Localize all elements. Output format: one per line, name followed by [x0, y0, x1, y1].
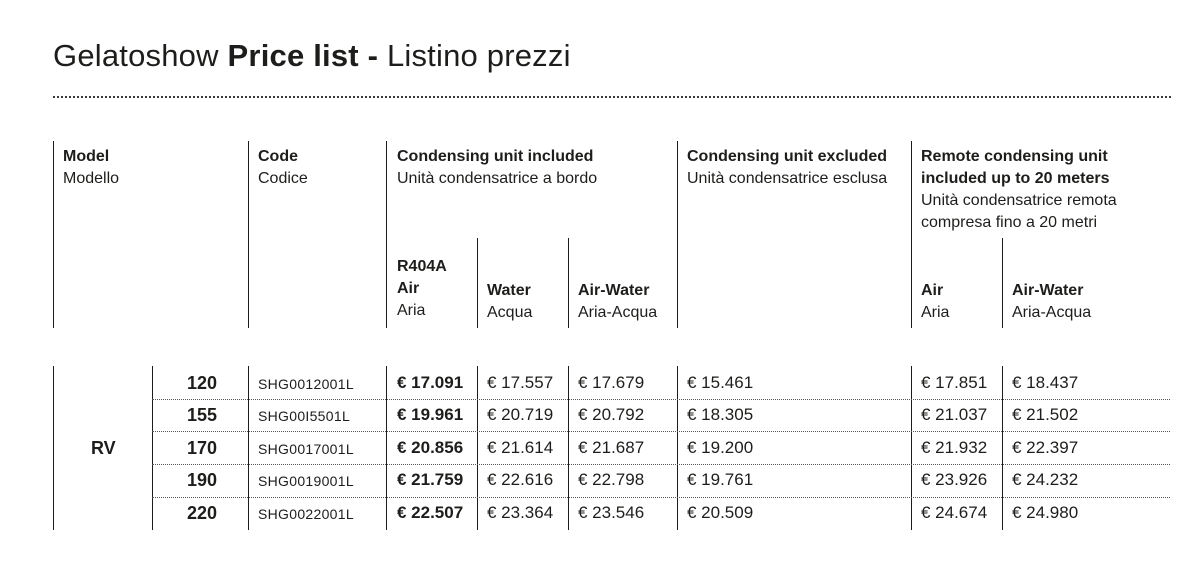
header-divider-excluded	[677, 141, 678, 328]
header-remote-it2: compresa fino a 20 metri	[921, 214, 1098, 231]
price-remote-air-water-cell: € 24.980	[1012, 503, 1079, 522]
subheader-r404a-air	[397, 256, 447, 322]
body-divider-code	[248, 366, 249, 530]
price-remote-air-cell: € 17.851	[921, 373, 988, 392]
price-water-cell: € 21.614	[487, 438, 554, 457]
header-divider-model	[53, 141, 54, 328]
code-cell: SHG0012001L	[258, 376, 354, 392]
price-air-cell: € 21.759	[397, 470, 464, 489]
price-remote-air-cell: € 21.932	[921, 438, 988, 457]
title-divider	[53, 96, 1171, 98]
price-excluded-cell: € 15.461	[687, 373, 754, 392]
header-model	[63, 146, 119, 190]
body-divider-remote	[911, 366, 912, 530]
header-divider-water	[477, 238, 478, 328]
subheader-water	[487, 280, 532, 324]
price-excluded-cell: € 19.761	[687, 470, 754, 489]
page-title	[53, 38, 571, 74]
subheader-remote-air-en: Air	[921, 282, 944, 299]
price-air-water-cell: € 17.679	[578, 373, 645, 392]
header-remote-en1: Remote condensing unit	[921, 148, 1108, 165]
price-remote-air-cell: € 23.926	[921, 470, 988, 489]
header-remote-it1: Unità condensatrice remota	[921, 192, 1117, 209]
header-divider-remote-airwater	[1002, 238, 1003, 328]
header-divider-airwater	[568, 238, 569, 328]
price-excluded-cell: € 20.509	[687, 503, 754, 522]
price-air-water-cell: € 20.792	[578, 405, 645, 424]
subheader-air-water-en: Air-Water	[578, 282, 650, 299]
header-cond-excluded	[687, 146, 887, 190]
size-cell: 190	[186, 470, 217, 490]
row-separator	[152, 464, 1170, 465]
subheader-remote-air-water-en: Air-Water	[1012, 282, 1084, 299]
model-label: RV	[91, 438, 116, 458]
price-air-water-cell: € 23.546	[578, 503, 645, 522]
header-divider-included	[386, 141, 387, 328]
price-water-cell: € 23.364	[487, 503, 554, 522]
price-water-cell: € 22.616	[487, 470, 554, 489]
size-cell: 120	[186, 373, 217, 393]
price-remote-air-water-cell: € 18.437	[1012, 373, 1079, 392]
price-remote-air-cell: € 21.037	[921, 405, 988, 424]
price-remote-air-water-cell: € 21.502	[1012, 405, 1079, 424]
subheader-remote-air	[921, 280, 949, 324]
size-cell: 155	[186, 405, 217, 425]
body-divider-left	[53, 366, 54, 530]
body-divider-airwater	[568, 366, 569, 530]
title-brand: Gelatoshow	[53, 38, 219, 73]
body-divider-excluded	[677, 366, 678, 530]
subheader-remote-air-it: Aria	[921, 304, 950, 321]
header-cond-excluded-it: Unità condensatrice esclusa	[687, 170, 888, 187]
body-divider-water	[477, 366, 478, 530]
row-separator	[152, 431, 1170, 432]
header-code	[258, 146, 308, 190]
body-divider-remote-airwater	[1002, 366, 1003, 530]
size-cell: 220	[186, 503, 217, 523]
header-model-en: Model	[63, 148, 110, 165]
price-water-cell: € 17.557	[487, 373, 554, 392]
price-remote-air-water-cell: € 22.397	[1012, 438, 1079, 457]
price-water-cell: € 20.719	[487, 405, 554, 424]
subheader-water-it: Acqua	[487, 304, 533, 321]
header-code-it: Codice	[258, 170, 308, 187]
code-cell: SHG0022001L	[258, 506, 354, 522]
subheader-water-en: Water	[487, 282, 531, 299]
price-air-cell: € 17.091	[397, 373, 464, 392]
header-code-en: Code	[258, 148, 298, 165]
price-remote-air-cell: € 24.674	[921, 503, 988, 522]
body-divider-included	[386, 366, 387, 530]
price-air-water-cell: € 22.798	[578, 470, 645, 489]
price-air-cell: € 20.856	[397, 438, 464, 457]
price-air-cell: € 22.507	[397, 503, 464, 522]
header-model-it: Modello	[63, 170, 120, 187]
subheader-remote-air-water	[1012, 280, 1091, 324]
subheader-air-it: Aria	[397, 302, 426, 319]
row-separator	[152, 399, 1170, 400]
header-divider-code	[248, 141, 249, 328]
code-cell: SHG0019001L	[258, 473, 354, 489]
price-remote-air-water-cell: € 24.232	[1012, 470, 1079, 489]
header-remote	[921, 146, 1117, 234]
header-cond-included	[397, 146, 597, 190]
title-bold: Price list -	[227, 38, 379, 73]
header-cond-included-it: Unità condensatrice a bordo	[397, 170, 598, 187]
subheader-remote-air-water-it: Aria-Acqua	[1012, 304, 1092, 321]
code-cell: SHG00I5501L	[258, 408, 351, 424]
header-cond-excluded-en: Condensing unit excluded	[687, 148, 888, 165]
title-subtitle: Listino prezzi	[386, 38, 571, 73]
code-cell: SHG0017001L	[258, 441, 354, 457]
header-remote-en2: included up to 20 meters	[921, 170, 1110, 187]
price-air-water-cell: € 21.687	[578, 438, 645, 457]
price-excluded-cell: € 19.200	[687, 438, 754, 457]
header-divider-remote	[911, 141, 912, 328]
header-cond-included-en: Condensing unit included	[397, 148, 594, 165]
row-separator	[152, 497, 1170, 498]
size-cell: 170	[186, 438, 217, 458]
subheader-r404a: R404A	[397, 258, 447, 275]
subheader-air-water	[578, 280, 657, 324]
subheader-air-en: Air	[397, 280, 420, 297]
subheader-air-water-it: Aria-Acqua	[578, 304, 658, 321]
price-air-cell: € 19.961	[397, 405, 464, 424]
price-excluded-cell: € 18.305	[687, 405, 754, 424]
